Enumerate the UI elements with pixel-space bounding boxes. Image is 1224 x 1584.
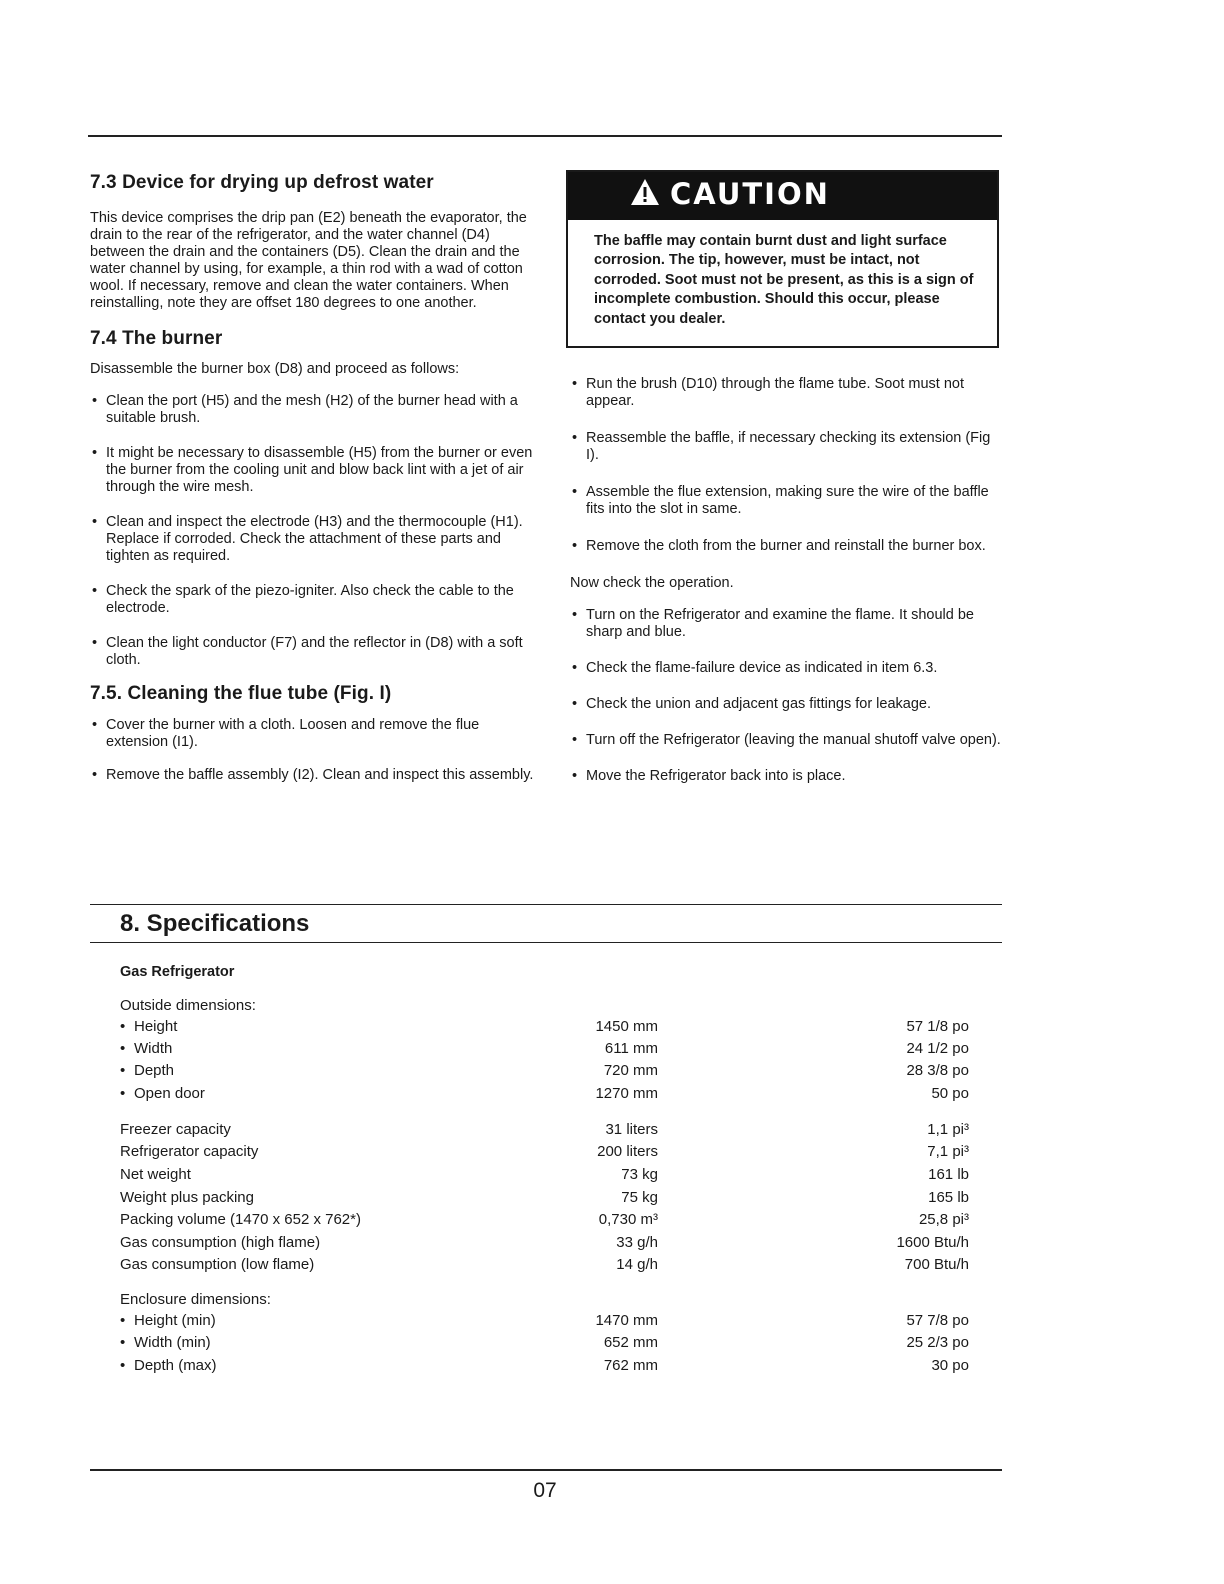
spec-metric: 0,730 m³: [598, 1211, 658, 1228]
spec-metric: 1470 mm: [595, 1312, 658, 1329]
spec-imperial: 57 1/8 po: [906, 1018, 969, 1035]
list-item: • Run the brush (D10) through the flame tube. Soot must not appear.: [570, 376, 1002, 410]
spec-imperial: 165 lb: [928, 1189, 969, 1206]
caution-text: The baffle may contain burnt dust and light surface corrosion. The tip, however, must be intact, not corroded. Soot must not be present, as this is a sign of incomplete combustion. Should this occur, please contact you dealer.: [594, 233, 974, 327]
spec-imperial: 28 3/8 po: [906, 1062, 969, 1079]
list-item: • Assemble the flue extension, making sure the wire of the baffle fits into the slot in same.: [570, 484, 1002, 518]
section-7-3-title: 7.3 Device for drying up defrost water: [90, 172, 434, 193]
list-item: • Clean the light conductor (F7) and the reflector in (D8) with a soft cloth.: [90, 635, 535, 669]
table-row: [120, 1018, 980, 1040]
section-7-3-body: This device comprises the drip pan (E2) beneath the evaporator, the drain to the rear of the refrigerator, and the water channel (D4) between the drain and the containers (D5). Clean the drain and the water channel by using, for example, a thin rod with a wad of cotton wool. If necessary, remove and clean the water containers. When reinstalling, note they are offset 180 degrees to one another.: [90, 210, 527, 311]
list-item: • Remove the baffle assembly (I2). Clean and inspect this assembly.: [90, 767, 535, 784]
table-row: [120, 1189, 980, 1211]
spec-metric: 31 liters: [605, 1121, 658, 1138]
list-item: • Check the spark of the piezo-igniter. Also check the cable to the electrode.: [90, 583, 535, 617]
list-item: • Check the union and adjacent gas fittings for leakage.: [570, 696, 1002, 713]
spec-label: • Height (min): [120, 1312, 216, 1329]
list-item: • Cover the burner with a cloth. Loosen and remove the flue extension (I1).: [90, 717, 535, 751]
list-item: • Check the flame-failure device as indicated in item 6.3.: [570, 660, 1002, 677]
spec-metric: 1270 mm: [595, 1085, 658, 1102]
table-row: [120, 1312, 980, 1334]
spec-imperial: 30 po: [931, 1357, 969, 1374]
spec-label: • Width: [120, 1040, 172, 1057]
spec-metric: 73 kg: [621, 1166, 658, 1183]
footer-rule: [90, 1469, 1002, 1471]
right-column: [570, 376, 1002, 785]
spec-metric: 200 liters: [597, 1143, 658, 1160]
spec-label: Weight plus packing: [120, 1189, 254, 1206]
table-row: [120, 1143, 980, 1165]
section-7-5-title: 7.5. Cleaning the flue tube (Fig. I): [90, 683, 392, 704]
list-item: • Move the Refrigerator back into is place.: [570, 768, 1002, 785]
caution-label: CAUTION: [670, 177, 830, 211]
spec-imperial: 1,1 pi³: [927, 1121, 969, 1138]
spec-label: • Width (min): [120, 1334, 211, 1351]
spec-imperial: 700 Btu/h: [904, 1256, 969, 1273]
list-item: • Turn off the Refrigerator (leaving the manual shutoff valve open).: [570, 732, 1002, 749]
spec-metric: 762 mm: [603, 1357, 658, 1374]
spec-metric: 720 mm: [603, 1062, 658, 1079]
specs-bottom-rule: [90, 942, 1002, 943]
table-row: [120, 1256, 980, 1278]
list-item: • Reassemble the baffle, if necessary checking its extension (Fig I).: [570, 430, 1002, 464]
outside-dimensions-label: Outside dimensions:: [120, 997, 256, 1014]
table-row: [120, 1040, 980, 1062]
spec-label: Refrigerator capacity: [120, 1143, 259, 1160]
spec-imperial: 25 2/3 po: [906, 1334, 969, 1351]
spec-label: Net weight: [120, 1166, 191, 1183]
table-row: [120, 1357, 980, 1379]
specs-top-rule: [90, 904, 1002, 905]
spec-imperial: 1600 Btu/h: [896, 1234, 969, 1251]
spec-imperial: 25,8 pi³: [918, 1211, 969, 1228]
list-item: • It might be necessary to disassemble (H5) from the burner or even the burner from the cooling unit and blow back lint with a jet of air through the wire mesh.: [90, 445, 535, 496]
section-7-4-intro: Disassemble the burner box (D8) and proceed as follows:: [90, 361, 460, 377]
specs-title: 8. Specifications: [120, 910, 310, 937]
spec-label: • Depth: [120, 1062, 174, 1079]
table-row: [120, 1234, 980, 1256]
spec-label: Packing volume (1470 x 652 x 762*): [120, 1211, 361, 1228]
list-item: • Clean the port (H5) and the mesh (H2) of the burner head with a suitable brush.: [90, 393, 535, 427]
list-item: • Remove the cloth from the burner and reinstall the burner box.: [570, 538, 1002, 555]
spec-metric: 14 g/h: [616, 1256, 658, 1273]
spec-metric: 75 kg: [621, 1189, 658, 1206]
spec-label: • Height: [120, 1018, 177, 1035]
table-row: [120, 1062, 980, 1084]
caution-box: [566, 170, 999, 348]
section-7-4-title: 7.4 The burner: [90, 328, 223, 349]
table-row: [120, 1211, 980, 1233]
spec-metric: 611 mm: [604, 1040, 658, 1057]
spec-imperial: 7,1 pi³: [927, 1143, 969, 1160]
table-row: [120, 1121, 980, 1143]
table-row: [120, 1085, 980, 1107]
list-item: • Turn on the Refrigerator and examine the flame. It should be sharp and blue.: [570, 607, 1002, 641]
spec-metric: 33 g/h: [616, 1234, 658, 1251]
spec-imperial: 24 1/2 po: [906, 1040, 969, 1057]
spec-label: • Open door: [120, 1085, 205, 1102]
spec-label: Gas consumption (high flame): [120, 1234, 321, 1251]
spec-imperial: 57 7/8 po: [906, 1312, 969, 1329]
table-row: [120, 1334, 980, 1356]
list-item: • Clean and inspect the electrode (H3) and the thermocouple (H1). Replace if corroded. Check the attachment of these parts and tighten as required.: [90, 514, 535, 565]
spec-imperial: 161 lb: [928, 1166, 969, 1183]
page-number: 07: [533, 1479, 557, 1502]
spec-metric: 1450 mm: [595, 1018, 658, 1035]
table-row: [120, 1166, 980, 1188]
spec-imperial: 50 po: [931, 1085, 969, 1102]
enclosure-dimensions-label: Enclosure dimensions:: [120, 1291, 271, 1308]
section-7-4-list: [90, 393, 535, 669]
section-7-5-list: [90, 717, 535, 784]
spec-metric: 652 mm: [603, 1334, 658, 1351]
spec-label: Freezer capacity: [120, 1121, 231, 1138]
spec-label: • Depth (max): [120, 1357, 217, 1374]
left-column: [90, 172, 535, 784]
specs-subtitle: Gas Refrigerator: [120, 964, 235, 980]
spec-label: Gas consumption (low flame): [120, 1256, 315, 1273]
check-operation-text: Now check the operation.: [570, 575, 734, 591]
warning-triangle-icon: [630, 178, 660, 211]
top-rule: [88, 135, 1002, 137]
caution-banner: [568, 172, 997, 220]
